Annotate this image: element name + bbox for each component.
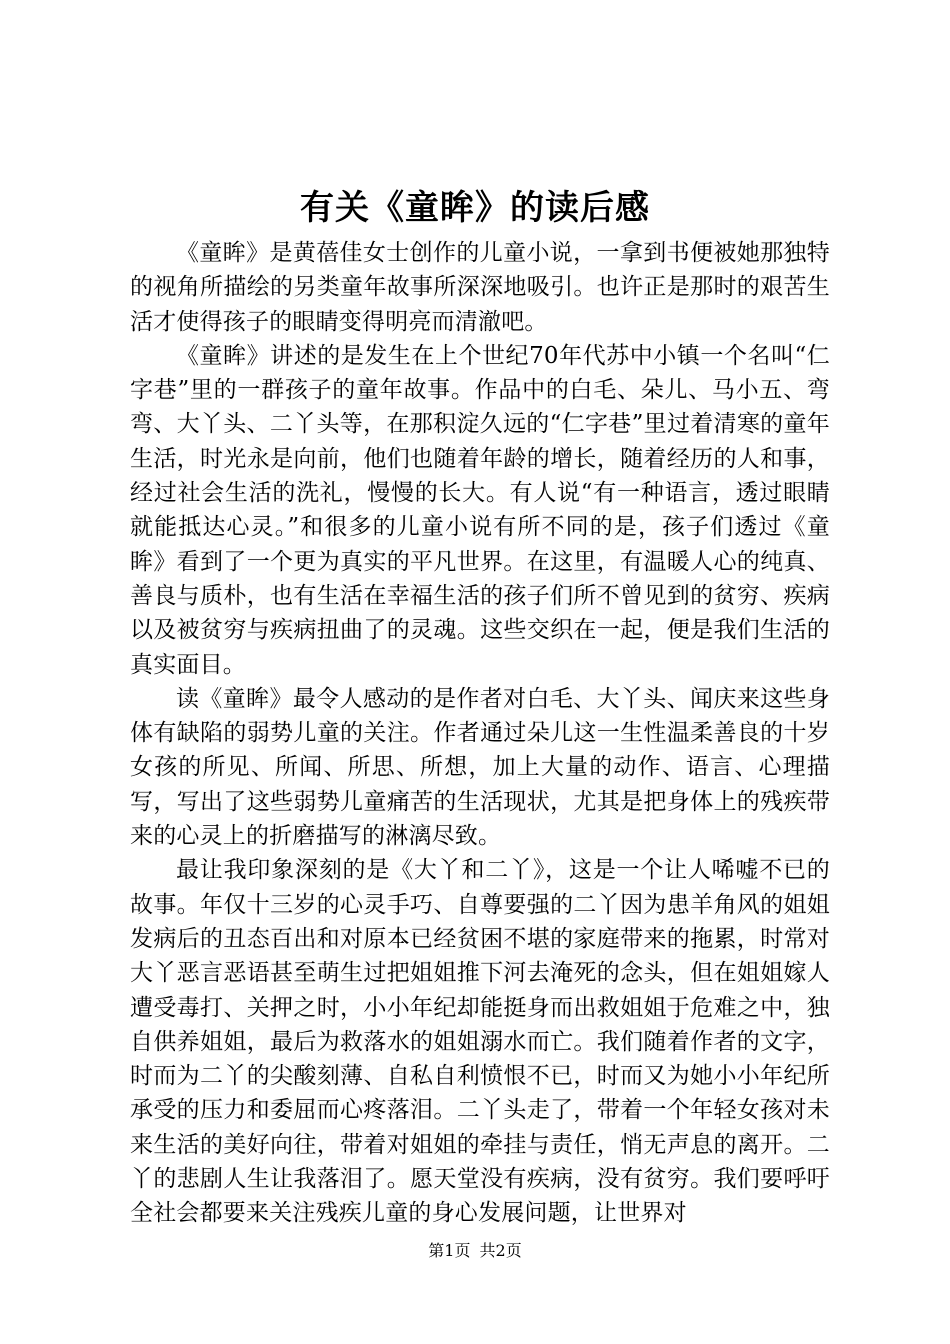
page-footer: [0, 1241, 950, 1261]
page-number: 第1页: [428, 1241, 471, 1260]
paragraph: 《童眸》是黄蓓佳女士创作的儿童小说，一拿到书便被她那独特的视角所描绘的另类童年故事所深深地吸引。也许正是那时的艰苦生活才使得孩子的眼睛变得明亮而清澈吧。: [130, 240, 830, 335]
document-title: 有关《童眸》的读后感: [300, 188, 650, 228]
paragraph: 读《童眸》最令人感动的是作者对白毛、大丫头、闻庆来这些身体有缺陷的弱势儿童的关注。作者通过朵儿这一生性温柔善良的十岁女孩的所见、所闻、所思、所想，加上大量的动作、语言、心理描写，写出了这些弱势儿童痛苦的生活现状，尤其是把身体上的残疾带来的心灵上的折磨描写的淋漓尽致。: [130, 685, 830, 850]
document-body: [130, 236, 830, 1231]
page-total: 共2页: [479, 1241, 522, 1260]
paragraph: 《童眸》讲述的是发生在上个世纪70年代苏中小镇一个名叫“仁字巷”里的一群孩子的童年故事。作品中的白毛、朵儿、马小五、弯弯、大丫头、二丫头等，在那积淀久远的“仁字巷”里过着清寒的童年生活，时光永是向前，他们也随着年龄的增长，随着经历的人和事，经过社会生活的洗礼，慢慢的长大。有人说“有一种语言，透过眼睛就能抵达心灵。”和很多的儿童小说有所不同的是，孩子们透过《童眸》看到了一个更为真实的平凡世界。在这里，有温暖人心的纯真、善良与质朴，也有生活在幸福生活的孩子们所不曾见到的贫穷、疾病以及被贫穷与疾病扭曲了的灵魂。这些交织在一起，便是我们生活的真实面目。: [130, 342, 830, 678]
paragraph: 最让我印象深刻的是《大丫和二丫》，这是一个让人唏嘘不已的故事。年仅十三岁的心灵手巧、自尊要强的二丫因为患羊角风的姐姐发病后的丑态百出和对原本已经贫困不堪的家庭带来的拖累，时常对大丫恶言恶语甚至萌生过把姐姐推下河去淹死的念头，但在姐姐嫁人遭受毒打、关押之时，小小年纪却能挺身而出救姐姐于危难之中，独自供养姐姐，最后为救落水的姐姐溺水而亡。我们随着作者的文字，时而为二丫的尖酸刻薄、自私自利愤恨不已，时而又为她小小年纪所承受的压力和委屈而心疼落泪。二丫头走了，带着一个年轻女孩对未来生活的美好向往，带着对姐姐的牵挂与责任，悄无声息的离开。二丫的悲剧人生让我落泪了。愿天堂没有疾病，没有贫穷。我们要呼吁全社会都要来关注残疾儿童的身心发展问题，让世界对: [130, 857, 830, 1227]
